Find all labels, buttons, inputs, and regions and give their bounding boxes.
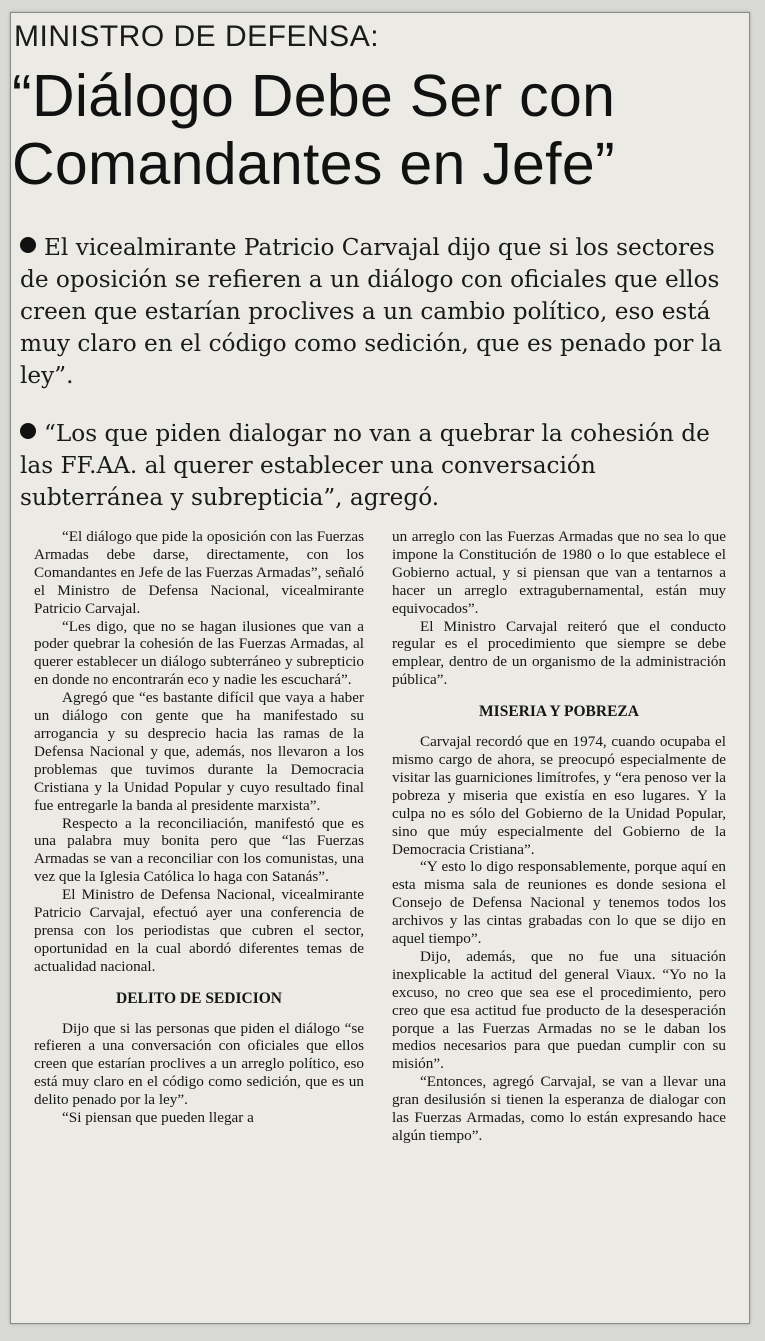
paragraph: Agregó que “es bastante difícil que vaya a haber un diálogo con gente que ha manifestado su arrogancia y su desprecio hacia las ramas de la Defensa Nacional y que, además, nos llevaron a los problemas que tuvimos durante la Democracia Cristiana y la Unidad Popular y cuyo resultado final fue entregarle la banda al presidente marxista”.	[34, 689, 364, 814]
paragraph: “Entonces, agregó Carvajal, se van a llevar una gran desilusión si tienen la esperanza de dialogar con las Fuerzas Armadas, como lo están expresando hace algún tiempo”.	[392, 1073, 726, 1144]
paragraph: “El diálogo que pide la oposición con las Fuerzas Armadas debe darse, directamente, con los Comandantes en Jefe de las Fuerzas Armadas”, señaló el Ministro de Defensa Nacional, vicealmirante Patricio Carvajal.	[34, 528, 364, 617]
paragraph: Dijo, además, que no fue una situación inexplicable la actitud del general Viaux. “Yo no la excuso, no creo que sea ese el procedimiento, pero creo que esa actitud fue producto de la desesperación porque a las Fuerzas Armadas no se le daban los medios necesarios para que puedan cumplir con su misión”.	[392, 947, 726, 1073]
left-column	[34, 528, 364, 1127]
headline: “Diálogo Debe Ser con Comandantes en Jefe”	[12, 63, 616, 197]
paragraph: “Les digo, que no se hagan ilusiones que van a poder quebrar la cohesión de las Fuerzas Armadas, al querer establecer un diálogo subterráneo y subrepticio en donde no encontrarán eco y nadie les escuchará”.	[34, 617, 364, 689]
paragraph: Respecto a la reconciliación, manifestó que es una palabra muy bonita pero que “las Fuerzas Armadas se van a reconciliar con los comunistas, una vez que la Iglesia Católica lo haga con Satanás”.	[34, 814, 364, 886]
subheading: MISERIA Y POBREZA	[479, 703, 639, 721]
paragraph: “Si piensan que pueden llegar a	[62, 1109, 254, 1127]
summary-bullet	[20, 232, 730, 392]
bullet-dot-icon	[20, 423, 36, 439]
summary-text: El vicealmirante Patricio Carvajal dijo que si los sectores de oposición se refieren a un diálogo con oficiales que ellos creen que estarían proclives a un cambio político, eso está muy claro en el código como sedición, que es penado por la ley”.	[20, 234, 722, 389]
paragraph: “Y esto lo digo responsablemente, porque aquí en esta misma sala de reuniones es donde sesiona el Consejo de Defensa Nacional y tenemos todos los archivos y las cintas grabadas con lo que se dijo en aquel tiempo”.	[392, 858, 726, 948]
bullet-dot-icon	[20, 237, 36, 253]
paragraph: un arreglo con las Fuerzas Armadas que no sea lo que impone la Constitución de 1980 o lo que establece el Gobierno actual, y si piensan que van a tentarnos a hacer un arreglo extragubernamental, están muy equivocados”.	[392, 528, 726, 617]
paragraph: El Ministro de Defensa Nacional, vicealmirante Patricio Carvajal, efectuó ayer una conferencia de prensa con los periodistas que cubren el sector, oportunidad en la cual abordó diferentes temas de actualidad nacional.	[34, 886, 364, 975]
summary-text: “Los que piden dialogar no van a quebrar la cohesión de las FF.AA. al querer establecer una conversación subterránea y subrepticia”, agregó.	[20, 420, 710, 511]
paragraph: Dijo que si las personas que piden el diálogo “se refieren a una conversación con oficiales que ellos creen que estarían proclives a un arreglo político, eso está muy claro en el código como sedición, que es un delito penado por la ley”.	[34, 1019, 364, 1109]
kicker: MINISTRO DE DEFENSA:	[14, 20, 380, 53]
right-column	[392, 528, 726, 1145]
paragraph: Carvajal recordó que en 1974, cuando ocupaba el mismo cargo de ahora, se preocupó especialmente de visitar las guarniciones limítrofes, y “era penoso ver la pobreza y miseria que existía en eso lugares. Y la culpa no es sólo del Gobierno de la Unidad Popular, sino que múy especialmente del Gobierno de la Democracia Cristiana”.	[392, 733, 726, 858]
paragraph: El Ministro Carvajal reiteró que el conducto regular es el procedimiento que siempre se debe emplear, dentro de un organismo de la administración pública”.	[392, 617, 726, 689]
subheading: DELITO DE SEDICION	[116, 989, 282, 1007]
summary-bullet	[20, 418, 730, 514]
